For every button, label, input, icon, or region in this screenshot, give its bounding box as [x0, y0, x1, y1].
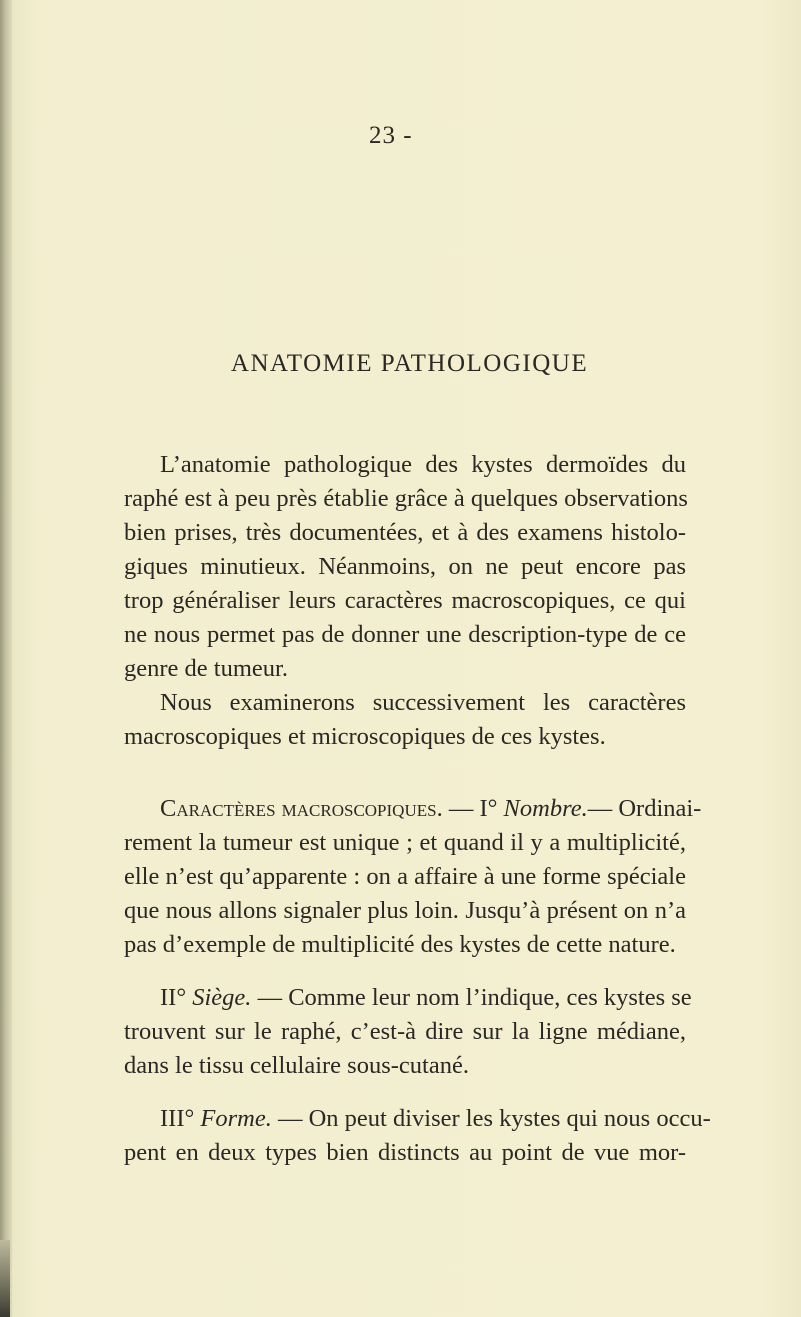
paragraph-line: ne nous permet pas de donner une description-type de ce — [124, 621, 686, 648]
page-number: 23 - — [369, 122, 413, 149]
nombre-first-text: Ordinai- — [618, 795, 702, 822]
book-spine-shadow — [0, 0, 12, 1317]
nombre-title: Nombre. — [503, 795, 588, 822]
section-heading: ANATOMIE PATHOLOGIQUE — [230, 350, 589, 377]
nombre-numeral: I° — [479, 795, 498, 822]
paragraph-line: elle n’est qu’apparente : on a affaire à une forme spéciale — [124, 863, 686, 890]
paragraph-line: bien prises, très documentées, et à des examens histolo- — [124, 519, 686, 546]
section-dash: — — [442, 795, 480, 822]
paragraph-line: trouvent sur le raphé, c’est-à dire sur la ligne médiane, — [124, 1018, 686, 1045]
paragraph-line: dans le tissu cellulaire sous-cutané. — [124, 1052, 469, 1079]
paragraph-line: macroscopiques et microscopiques de ces kystes. — [124, 723, 606, 750]
paragraph-line: L’anatomie pathologique des kystes dermoïdes du — [160, 451, 686, 478]
paragraph-line: rement la tumeur est unique ; et quand il y a multiplicité, — [124, 829, 686, 856]
siege-title: Siège. — [192, 984, 252, 1011]
paragraph-line: pas d’exemple de multiplicité des kystes de cette nature. — [124, 931, 676, 958]
forme-first-line — [124, 1105, 711, 1132]
section-label: Caractères macroscopiques. — [160, 795, 443, 822]
paragraph-line: trop généraliser leurs caractères macroscopiques, ce qui — [124, 587, 686, 614]
forme-first-text: — On peut diviser les kystes qui nous occu- — [277, 1105, 711, 1132]
forme-title: Forme. — [200, 1105, 272, 1132]
paragraph-line: Nous examinerons successivement les caractères — [160, 689, 686, 716]
paragraph-line: que nous allons signaler plus loin. Jusqu’à présent on n’a — [124, 897, 686, 924]
paragraph-line: giques minutieux. Néanmoins, on ne peut encore pas — [124, 553, 686, 580]
nombre-dash: — — [587, 795, 619, 822]
forme-numeral: III° — [160, 1105, 195, 1132]
siege-first-line — [124, 984, 692, 1011]
siege-first-text: — Comme leur nom l’indique, ces kystes se — [257, 984, 692, 1011]
siege-numeral: II° — [160, 984, 187, 1011]
paragraph-line: raphé est à peu près établie grâce à quelques observations — [124, 485, 688, 512]
paragraph-line: genre de tumeur. — [124, 655, 288, 682]
book-spine-corner — [0, 1240, 10, 1317]
paragraph-line: pent en deux types bien distincts au point de vue mor- — [124, 1139, 686, 1166]
nombre-first-line — [124, 795, 702, 822]
